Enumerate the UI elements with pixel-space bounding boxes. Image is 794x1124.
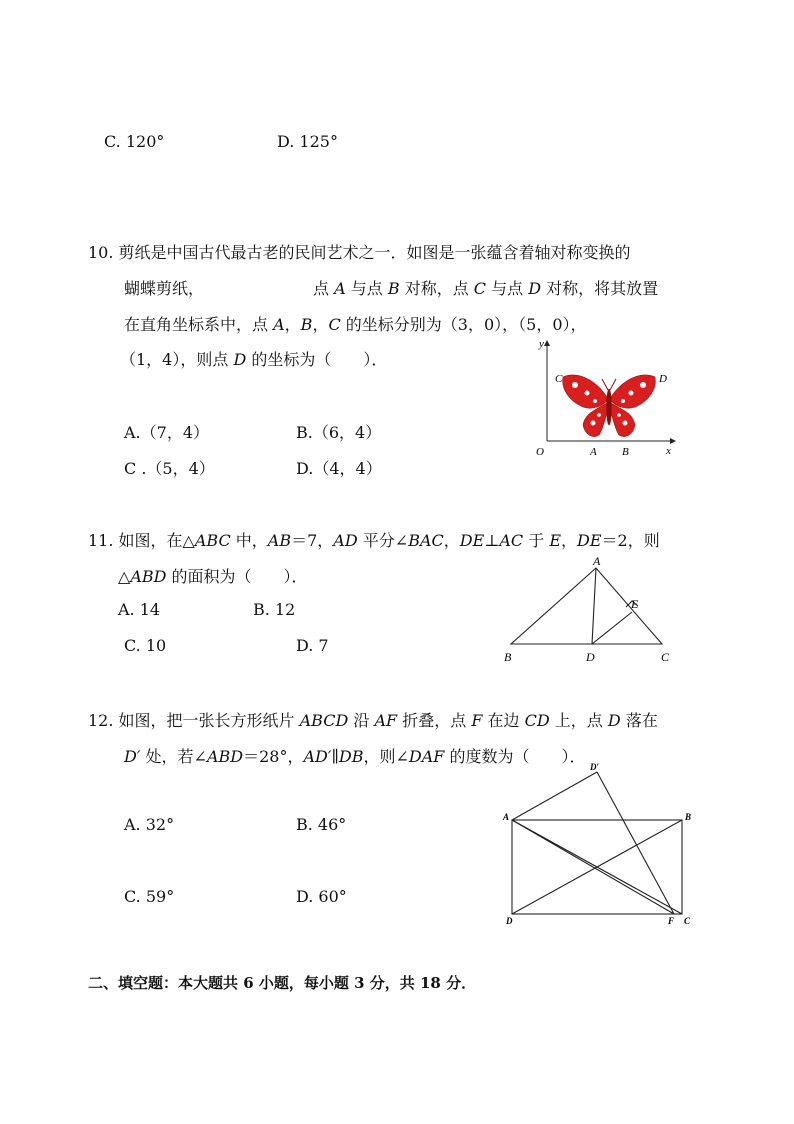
- q10-option-b: B.（6，4）: [296, 423, 382, 442]
- point-d-label: D: [659, 373, 667, 385]
- q12-rectangle-fold-figure: [498, 758, 700, 930]
- point-e-label: E: [631, 597, 639, 611]
- y-axis-label: y: [539, 338, 544, 350]
- q12-option-a: A. 32°: [124, 815, 175, 834]
- q10-line3: 在直角坐标系中，点 A，B，C 的坐标分别为（3，0），（5，0），: [124, 315, 587, 334]
- x-axis-label: x: [666, 445, 671, 457]
- point-d-label: D: [586, 650, 595, 664]
- q11-option-b: B. 12: [253, 600, 296, 619]
- section-2-title: 二、填空题：本大题共 6 小题，每小题 3 分，共 18 分．: [88, 974, 477, 992]
- triangle-abc: [511, 568, 662, 644]
- q10-option-c: C .（5，4）: [124, 459, 215, 478]
- q10-line2b: 点 A 与点 B 对称，点 C 与点 D 对称，将其放置: [313, 279, 659, 298]
- q10-option-d: D.（4，4）: [296, 459, 382, 478]
- q9-option-c: C. 120°: [104, 132, 165, 151]
- q12-line2: D′ 处，若∠ABD＝28°，AD′∥DB，则∠DAF 的度数为（ ）．: [124, 747, 586, 766]
- q12-option-d: D. 60°: [296, 887, 347, 906]
- point-b-label: B: [622, 446, 629, 458]
- vertex-c-label: C: [661, 650, 670, 664]
- q11-option-c: C. 10: [124, 636, 167, 655]
- vertex-d-label: D: [506, 916, 513, 926]
- segment-a-dprime: [512, 772, 597, 820]
- q11-option-d: D. 7: [296, 636, 329, 655]
- origin-label: O: [536, 446, 544, 458]
- q11-line1: 11. 如图，在△ABC 中，AB＝7，AD 平分∠BAC，DE⊥AC 于 E，DE＝2，则: [88, 531, 660, 550]
- q10-butterfly-figure: [525, 335, 685, 460]
- q10-line4: （1，4），则点 D 的坐标为（ ）．: [120, 350, 388, 369]
- point-c-label: C: [555, 373, 563, 385]
- vertex-b-label: B: [685, 812, 692, 822]
- q11-option-a: A. 14: [118, 600, 161, 619]
- vertex-b-label: B: [504, 650, 512, 664]
- segment-ad: [592, 568, 596, 644]
- vertex-a-label: A: [503, 812, 510, 822]
- q12-option-c: C. 59°: [124, 887, 175, 906]
- segment-dprime-f: [597, 772, 674, 914]
- q10-line1: 10. 剪纸是中国古代最古老的民间艺术之一．如图是一张蕴含着轴对称变换的: [88, 243, 631, 262]
- segment-de: [592, 612, 632, 644]
- q11-line2: △ABD 的面积为（ ）．: [118, 567, 308, 586]
- q10-option-a: A.（7，4）: [124, 423, 210, 442]
- point-a-label: A: [590, 446, 597, 458]
- fold-line-af: [512, 820, 674, 914]
- vertex-a-label: A: [593, 554, 601, 568]
- q9-option-d: D. 125°: [277, 132, 338, 151]
- vertex-c-label: C: [684, 916, 691, 926]
- point-f-label: F: [668, 916, 675, 926]
- point-dprime-label: D′: [590, 762, 600, 772]
- q12-option-b: B. 46°: [296, 815, 347, 834]
- q10-line2a: 蝴蝶剪纸，: [124, 279, 205, 298]
- q12-line1: 12. 如图，把一张长方形纸片 ABCD 沿 AF 折叠，点 F 在边 CD 上，点 D 落在: [88, 711, 658, 730]
- q11-triangle-figure: [496, 552, 692, 668]
